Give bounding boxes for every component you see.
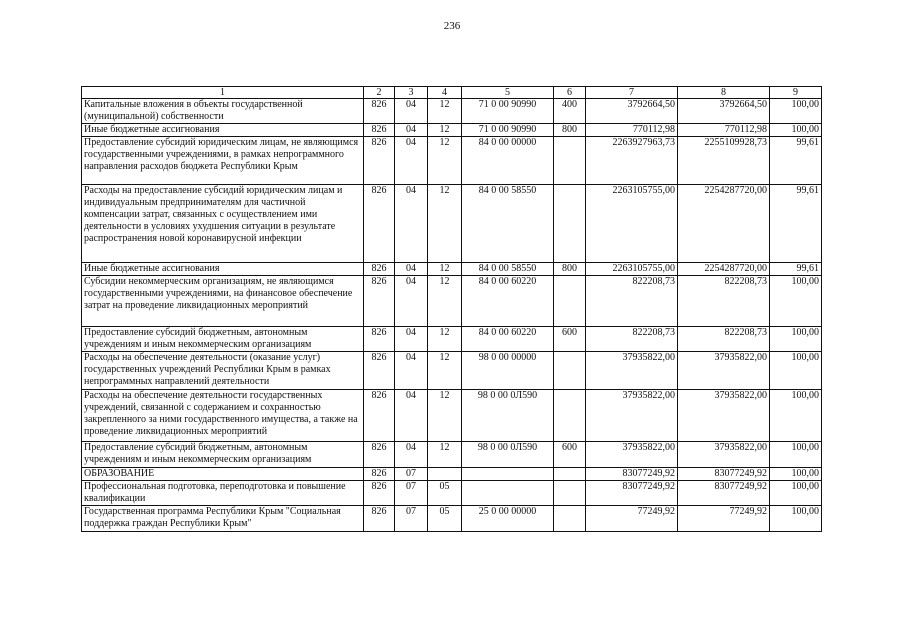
column-header: 9 (770, 87, 822, 99)
column-header: 7 (586, 87, 678, 99)
table-row (82, 481, 822, 506)
row-name-cell: Профессиональная подготовка, переподготовка и повышение квалификации (82, 481, 364, 506)
row-name-cell: Предоставление субсидий юридическим лицам, не являющимся государственными учреждениями, в рамках непрограммного направления расходов бюджета Республики Крым (82, 137, 364, 185)
section-code-cell: 07 (395, 481, 428, 506)
expense-type-cell: 800 (554, 263, 586, 276)
execution-percent-cell: 100,00 (770, 481, 822, 506)
executed-amount-cell: 822208,73 (678, 327, 770, 352)
approved-amount-cell: 37935822,00 (586, 352, 678, 390)
executed-amount-cell: 77249,92 (678, 506, 770, 532)
executed-amount-cell: 83077249,92 (678, 468, 770, 481)
row-name-cell: Расходы на предоставление субсидий юридическим лицам и индивидуальным предпринимателям для частичной компенсации затрат, связанных с осуществлением ими деятельности в условиях ухудшения ситуации в результате распространения новой коронавирусной инфекции (82, 185, 364, 263)
target-article-cell: 84 0 00 58550 (462, 263, 554, 276)
execution-percent-cell: 99,61 (770, 185, 822, 263)
row-name-cell: Государственная программа Республики Крым "Социальная поддержка граждан Республики Крым" (82, 506, 364, 532)
table-row (82, 185, 822, 263)
subsection-code-cell: 12 (428, 442, 462, 468)
subsection-code-cell: 05 (428, 481, 462, 506)
subsection-code-cell: 12 (428, 124, 462, 137)
target-article-cell: 84 0 00 60220 (462, 276, 554, 327)
row-name-cell: Предоставление субсидий бюджетным, автономным учреждениям и иным некоммерческим организациям (82, 442, 364, 468)
target-article-cell: 71 0 00 90990 (462, 124, 554, 137)
section-code-cell: 07 (395, 468, 428, 481)
approved-amount-cell: 770112,98 (586, 124, 678, 137)
budget-table (81, 86, 822, 532)
target-article-cell: 71 0 00 90990 (462, 99, 554, 124)
subsection-code-cell: 12 (428, 137, 462, 185)
expense-type-cell: 800 (554, 124, 586, 137)
column-header: 8 (678, 87, 770, 99)
approved-amount-cell: 822208,73 (586, 327, 678, 352)
approved-amount-cell: 83077249,92 (586, 481, 678, 506)
table-body (82, 99, 822, 532)
expense-type-cell (554, 506, 586, 532)
section-code-cell: 07 (395, 506, 428, 532)
executed-amount-cell: 37935822,00 (678, 390, 770, 442)
execution-percent-cell: 100,00 (770, 442, 822, 468)
execution-percent-cell: 100,00 (770, 327, 822, 352)
admin-code-cell: 826 (364, 468, 395, 481)
table-row (82, 99, 822, 124)
section-code-cell: 04 (395, 327, 428, 352)
target-article-cell: 25 0 00 00000 (462, 506, 554, 532)
execution-percent-cell: 100,00 (770, 352, 822, 390)
admin-code-cell: 826 (364, 390, 395, 442)
execution-percent-cell: 100,00 (770, 99, 822, 124)
target-article-cell: 84 0 00 60220 (462, 327, 554, 352)
subsection-code-cell: 12 (428, 263, 462, 276)
expense-type-cell (554, 276, 586, 327)
table-row (82, 327, 822, 352)
table-row (82, 124, 822, 137)
approved-amount-cell: 3792664,50 (586, 99, 678, 124)
section-code-cell: 04 (395, 352, 428, 390)
execution-percent-cell: 100,00 (770, 276, 822, 327)
table-row (82, 137, 822, 185)
table-row (82, 468, 822, 481)
subsection-code-cell: 05 (428, 506, 462, 532)
executed-amount-cell: 822208,73 (678, 276, 770, 327)
executed-amount-cell: 2254287720,00 (678, 263, 770, 276)
expense-type-cell (554, 390, 586, 442)
table-row (82, 352, 822, 390)
admin-code-cell: 826 (364, 99, 395, 124)
row-name-cell: Иные бюджетные ассигнования (82, 124, 364, 137)
row-name-cell: Иные бюджетные ассигнования (82, 263, 364, 276)
column-header: 3 (395, 87, 428, 99)
executed-amount-cell: 3792664,50 (678, 99, 770, 124)
execution-percent-cell: 99,61 (770, 263, 822, 276)
subsection-code-cell: 12 (428, 327, 462, 352)
execution-percent-cell: 99,61 (770, 137, 822, 185)
admin-code-cell: 826 (364, 137, 395, 185)
approved-amount-cell: 77249,92 (586, 506, 678, 532)
page-number: 236 (443, 20, 461, 32)
execution-percent-cell: 100,00 (770, 390, 822, 442)
admin-code-cell: 826 (364, 481, 395, 506)
executed-amount-cell: 2254287720,00 (678, 185, 770, 263)
execution-percent-cell: 100,00 (770, 124, 822, 137)
expense-type-cell (554, 137, 586, 185)
execution-percent-cell: 100,00 (770, 506, 822, 532)
subsection-code-cell: 12 (428, 390, 462, 442)
approved-amount-cell: 37935822,00 (586, 390, 678, 442)
subsection-code-cell: 12 (428, 276, 462, 327)
executed-amount-cell: 83077249,92 (678, 481, 770, 506)
column-header: 4 (428, 87, 462, 99)
admin-code-cell: 826 (364, 442, 395, 468)
target-article-cell: 98 0 00 0Л590 (462, 442, 554, 468)
admin-code-cell: 826 (364, 506, 395, 532)
subsection-code-cell: 12 (428, 185, 462, 263)
approved-amount-cell: 37935822,00 (586, 442, 678, 468)
executed-amount-cell: 37935822,00 (678, 352, 770, 390)
expense-type-cell (554, 185, 586, 263)
column-header: 2 (364, 87, 395, 99)
target-article-cell: 98 0 00 00000 (462, 352, 554, 390)
table-row (82, 263, 822, 276)
target-article-cell: 98 0 00 0Л590 (462, 390, 554, 442)
executed-amount-cell: 770112,98 (678, 124, 770, 137)
column-header: 5 (462, 87, 554, 99)
section-code-cell: 04 (395, 276, 428, 327)
expense-type-cell (554, 468, 586, 481)
target-article-cell (462, 481, 554, 506)
target-article-cell (462, 468, 554, 481)
table-row (82, 506, 822, 532)
section-code-cell: 04 (395, 99, 428, 124)
expense-type-cell (554, 481, 586, 506)
expense-type-cell (554, 352, 586, 390)
admin-code-cell: 826 (364, 124, 395, 137)
row-name-cell: ОБРАЗОВАНИЕ (82, 468, 364, 481)
row-name-cell: Предоставление субсидий бюджетным, автономным учреждениям и иным некоммерческим организациям (82, 327, 364, 352)
approved-amount-cell: 822208,73 (586, 276, 678, 327)
section-code-cell: 04 (395, 185, 428, 263)
section-code-cell: 04 (395, 263, 428, 276)
row-name-cell: Расходы на обеспечение деятельности (оказание услуг) государственных учреждений Республики Крым в рамках непрограммных направлений деятельности (82, 352, 364, 390)
subsection-code-cell (428, 468, 462, 481)
execution-percent-cell: 100,00 (770, 468, 822, 481)
approved-amount-cell: 2263105755,00 (586, 263, 678, 276)
table-row (82, 390, 822, 442)
expense-type-cell: 400 (554, 99, 586, 124)
subsection-code-cell: 12 (428, 99, 462, 124)
target-article-cell: 84 0 00 58550 (462, 185, 554, 263)
row-name-cell: Расходы на обеспечение деятельности государственных учреждений, связанной с содержанием и сохранностью закрепленного за ними государственного имущества, а также на проведение ликвидационных мероприятий (82, 390, 364, 442)
admin-code-cell: 826 (364, 263, 395, 276)
admin-code-cell: 826 (364, 276, 395, 327)
expense-type-cell: 600 (554, 327, 586, 352)
approved-amount-cell: 83077249,92 (586, 468, 678, 481)
row-name-cell: Субсидии некоммерческим организациям, не являющимся государственными учреждениями, на финансовое обеспечение затрат на проведение ликвидационных мероприятий (82, 276, 364, 327)
column-header: 1 (82, 87, 364, 99)
admin-code-cell: 826 (364, 327, 395, 352)
admin-code-cell: 826 (364, 352, 395, 390)
admin-code-cell: 826 (364, 185, 395, 263)
table-row (82, 276, 822, 327)
executed-amount-cell: 2255109928,73 (678, 137, 770, 185)
section-code-cell: 04 (395, 137, 428, 185)
approved-amount-cell: 2263105755,00 (586, 185, 678, 263)
section-code-cell: 04 (395, 442, 428, 468)
column-header: 6 (554, 87, 586, 99)
section-code-cell: 04 (395, 124, 428, 137)
section-code-cell: 04 (395, 390, 428, 442)
expense-type-cell: 600 (554, 442, 586, 468)
executed-amount-cell: 37935822,00 (678, 442, 770, 468)
approved-amount-cell: 2263927963,73 (586, 137, 678, 185)
target-article-cell: 84 0 00 00000 (462, 137, 554, 185)
row-name-cell: Капитальные вложения в объекты государственной (муниципальной) собственности (82, 99, 364, 124)
subsection-code-cell: 12 (428, 352, 462, 390)
table-row (82, 442, 822, 468)
table-header-row (82, 87, 822, 99)
